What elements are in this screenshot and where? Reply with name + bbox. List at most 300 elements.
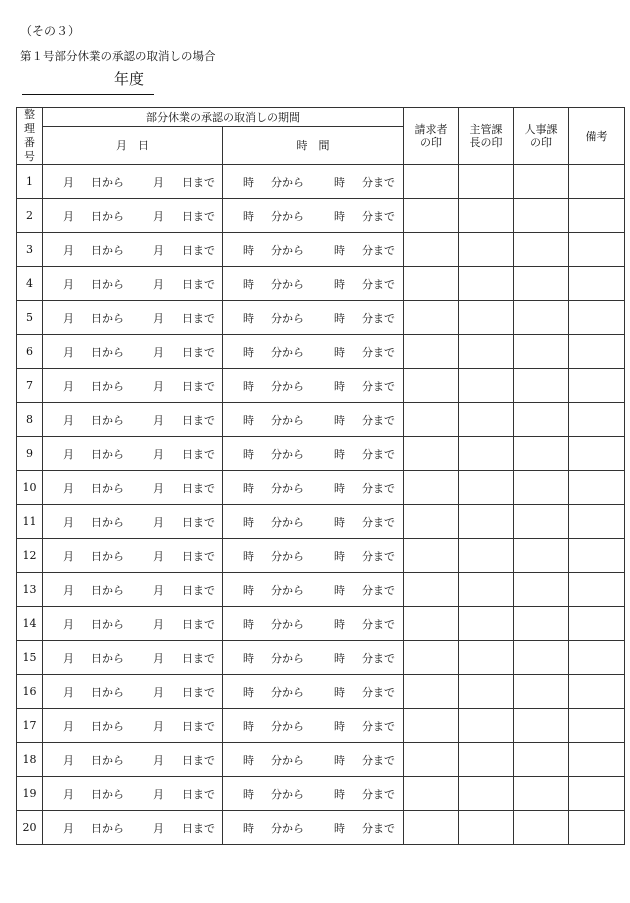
date-label-month2: 月: [153, 549, 164, 563]
fiscal-year-label: 年度: [114, 70, 145, 88]
row-number: 10: [17, 471, 43, 505]
time-label-hour1: 時: [243, 243, 254, 257]
date-label-from: 日から: [91, 617, 124, 631]
table-row: [17, 539, 625, 573]
manager-seal-cell[interactable]: [459, 675, 514, 709]
hr-seal-cell[interactable]: [514, 233, 569, 267]
date-range-cell[interactable]: [43, 233, 223, 267]
date-label-month1: 月: [63, 379, 74, 393]
date-label-month2: 月: [153, 481, 164, 495]
remarks-cell[interactable]: [569, 607, 625, 641]
hr-seal-cell[interactable]: [514, 573, 569, 607]
manager-seal-cell[interactable]: [459, 709, 514, 743]
date-label-month2: 月: [153, 685, 164, 699]
date-label-from: 日から: [91, 379, 124, 393]
time-label-hour2: 時: [334, 753, 345, 767]
date-label-from: 日から: [91, 311, 124, 325]
time-label-until: 分まで: [362, 379, 395, 393]
manager-seal-cell[interactable]: [459, 233, 514, 267]
time-label-hour1: 時: [243, 651, 254, 665]
hr-seal-cell[interactable]: [514, 743, 569, 777]
table-row: [17, 641, 625, 675]
time-label-from: 分から: [271, 243, 304, 257]
time-label-from: 分から: [271, 277, 304, 291]
requester-seal-cell[interactable]: [404, 777, 459, 811]
hr-seal-cell[interactable]: [514, 437, 569, 471]
manager-seal-cell[interactable]: [459, 743, 514, 777]
requester-seal-cell[interactable]: [404, 675, 459, 709]
hr-seal-cell[interactable]: [514, 199, 569, 233]
date-label-month1: 月: [63, 617, 74, 631]
date-label-month1: 月: [63, 787, 74, 801]
time-label-hour2: 時: [334, 685, 345, 699]
time-range-cell[interactable]: [223, 267, 404, 301]
remarks-cell[interactable]: [569, 233, 625, 267]
table-row: [17, 709, 625, 743]
time-range-cell[interactable]: [223, 471, 404, 505]
date-label-until: 日まで: [182, 583, 215, 597]
time-label-hour2: 時: [334, 821, 345, 835]
row-number: 20: [17, 811, 43, 845]
table-row: [17, 573, 625, 607]
date-range-cell[interactable]: [43, 437, 223, 471]
requester-seal-cell[interactable]: [404, 369, 459, 403]
requester-seal-cell[interactable]: [404, 641, 459, 675]
time-label-from: 分から: [271, 413, 304, 427]
hr-seal-cell[interactable]: [514, 301, 569, 335]
time-label-until: 分まで: [362, 447, 395, 461]
date-label-until: 日まで: [182, 651, 215, 665]
table-row: [17, 165, 625, 199]
date-label-from: 日から: [91, 549, 124, 563]
remarks-cell[interactable]: [569, 539, 625, 573]
date-range-cell[interactable]: [43, 369, 223, 403]
header-hr-text: 人事課の印: [524, 123, 558, 149]
time-range-cell[interactable]: [223, 165, 404, 199]
manager-seal-cell[interactable]: [459, 165, 514, 199]
requester-seal-cell[interactable]: [404, 335, 459, 369]
form-number: （その３）: [20, 24, 81, 38]
date-label-month2: 月: [153, 243, 164, 257]
time-label-hour2: 時: [334, 481, 345, 495]
date-label-month2: 月: [153, 617, 164, 631]
requester-seal-cell[interactable]: [404, 709, 459, 743]
time-label-from: 分から: [271, 719, 304, 733]
date-range-cell[interactable]: [43, 267, 223, 301]
date-range-cell[interactable]: [43, 471, 223, 505]
header-requester-text: 請求者の印: [414, 123, 448, 149]
table-row: [17, 233, 625, 267]
time-range-cell[interactable]: [223, 811, 404, 845]
row-number: 11: [17, 505, 43, 539]
remarks-cell[interactable]: [569, 437, 625, 471]
table-row: [17, 811, 625, 845]
hr-seal-cell[interactable]: [514, 539, 569, 573]
date-label-month2: 月: [153, 277, 164, 291]
time-range-cell[interactable]: [223, 199, 404, 233]
time-label-hour2: 時: [334, 277, 345, 291]
requester-seal-cell[interactable]: [404, 199, 459, 233]
time-label-from: 分から: [271, 515, 304, 529]
remarks-cell[interactable]: [569, 165, 625, 199]
manager-seal-cell[interactable]: [459, 267, 514, 301]
time-label-from: 分から: [271, 583, 304, 597]
time-label-hour2: 時: [334, 311, 345, 325]
manager-seal-cell[interactable]: [459, 301, 514, 335]
date-label-until: 日まで: [182, 821, 215, 835]
time-label-from: 分から: [271, 481, 304, 495]
date-label-until: 日まで: [182, 515, 215, 529]
time-label-from: 分から: [271, 345, 304, 359]
date-label-month1: 月: [63, 311, 74, 325]
time-range-cell[interactable]: [223, 233, 404, 267]
date-label-from: 日から: [91, 719, 124, 733]
row-number: 13: [17, 573, 43, 607]
table-row: [17, 777, 625, 811]
date-label-until: 日まで: [182, 345, 215, 359]
date-label-month1: 月: [63, 753, 74, 767]
requester-seal-cell[interactable]: [404, 573, 459, 607]
remarks-cell[interactable]: [569, 301, 625, 335]
time-label-from: 分から: [271, 209, 304, 223]
date-label-from: 日から: [91, 515, 124, 529]
header-hr: [514, 108, 569, 165]
time-label-hour1: 時: [243, 617, 254, 631]
row-number: 6: [17, 335, 43, 369]
date-label-month1: 月: [63, 719, 74, 733]
date-range-cell[interactable]: [43, 199, 223, 233]
date-label-month1: 月: [63, 481, 74, 495]
time-label-from: 分から: [271, 175, 304, 189]
date-label-month2: 月: [153, 447, 164, 461]
row-number: 1: [17, 165, 43, 199]
row-number: 2: [17, 199, 43, 233]
date-range-cell[interactable]: [43, 811, 223, 845]
hr-seal-cell[interactable]: [514, 811, 569, 845]
time-label-hour1: 時: [243, 583, 254, 597]
row-number: 8: [17, 403, 43, 437]
time-label-hour2: 時: [334, 209, 345, 223]
date-label-until: 日まで: [182, 379, 215, 393]
table-row: [17, 743, 625, 777]
row-number: 3: [17, 233, 43, 267]
header-manager: [459, 108, 514, 165]
date-range-cell[interactable]: [43, 675, 223, 709]
time-label-hour1: 時: [243, 549, 254, 563]
requester-seal-cell[interactable]: [404, 403, 459, 437]
date-range-cell[interactable]: [43, 539, 223, 573]
time-label-hour2: 時: [334, 175, 345, 189]
date-label-until: 日まで: [182, 447, 215, 461]
date-range-cell[interactable]: [43, 777, 223, 811]
time-label-until: 分まで: [362, 413, 395, 427]
date-label-from: 日から: [91, 277, 124, 291]
time-range-cell[interactable]: [223, 641, 404, 675]
manager-seal-cell[interactable]: [459, 573, 514, 607]
header-month-day: 月 日: [43, 126, 223, 164]
date-range-cell[interactable]: [43, 505, 223, 539]
time-range-cell[interactable]: [223, 777, 404, 811]
time-label-until: 分まで: [362, 311, 395, 325]
hr-seal-cell[interactable]: [514, 641, 569, 675]
time-label-until: 分まで: [362, 617, 395, 631]
manager-seal-cell[interactable]: [459, 369, 514, 403]
date-label-until: 日まで: [182, 685, 215, 699]
time-label-hour2: 時: [334, 583, 345, 597]
time-label-hour2: 時: [334, 617, 345, 631]
date-label-month1: 月: [63, 413, 74, 427]
time-label-hour1: 時: [243, 379, 254, 393]
row-number: 16: [17, 675, 43, 709]
date-label-from: 日から: [91, 413, 124, 427]
table-row: [17, 675, 625, 709]
requester-seal-cell[interactable]: [404, 471, 459, 505]
remarks-cell[interactable]: [569, 335, 625, 369]
hr-seal-cell[interactable]: [514, 675, 569, 709]
hr-seal-cell[interactable]: [514, 403, 569, 437]
time-label-until: 分まで: [362, 821, 395, 835]
requester-seal-cell[interactable]: [404, 743, 459, 777]
date-label-until: 日まで: [182, 787, 215, 801]
date-label-month1: 月: [63, 583, 74, 597]
time-label-hour1: 時: [243, 209, 254, 223]
date-label-month1: 月: [63, 651, 74, 665]
requester-seal-cell[interactable]: [404, 607, 459, 641]
time-label-hour1: 時: [243, 787, 254, 801]
remarks-cell[interactable]: [569, 743, 625, 777]
row-number: 18: [17, 743, 43, 777]
remarks-cell[interactable]: [569, 573, 625, 607]
date-label-month2: 月: [153, 583, 164, 597]
date-range-cell[interactable]: [43, 743, 223, 777]
date-label-from: 日から: [91, 345, 124, 359]
date-label-until: 日まで: [182, 753, 215, 767]
time-range-cell[interactable]: [223, 369, 404, 403]
time-label-hour1: 時: [243, 753, 254, 767]
date-range-cell[interactable]: [43, 165, 223, 199]
date-label-month2: 月: [153, 345, 164, 359]
time-label-hour2: 時: [334, 719, 345, 733]
date-label-month1: 月: [63, 209, 74, 223]
table-row: [17, 301, 625, 335]
time-label-hour1: 時: [243, 175, 254, 189]
manager-seal-cell[interactable]: [459, 199, 514, 233]
date-label-month2: 月: [153, 719, 164, 733]
date-range-cell[interactable]: [43, 641, 223, 675]
date-label-until: 日まで: [182, 719, 215, 733]
date-range-cell[interactable]: [43, 573, 223, 607]
time-label-until: 分まで: [362, 753, 395, 767]
header-remarks: 備考: [569, 108, 625, 165]
hr-seal-cell[interactable]: [514, 505, 569, 539]
row-number: 9: [17, 437, 43, 471]
manager-seal-cell[interactable]: [459, 505, 514, 539]
date-label-from: 日から: [91, 753, 124, 767]
header-number: [17, 108, 43, 165]
time-label-until: 分まで: [362, 243, 395, 257]
table-row: [17, 335, 625, 369]
date-label-until: 日まで: [182, 549, 215, 563]
date-label-month1: 月: [63, 277, 74, 291]
time-label-from: 分から: [271, 379, 304, 393]
time-label-from: 分から: [271, 447, 304, 461]
date-label-from: 日から: [91, 447, 124, 461]
date-label-month1: 月: [63, 549, 74, 563]
date-label-month1: 月: [63, 175, 74, 189]
date-label-month2: 月: [153, 651, 164, 665]
time-label-until: 分まで: [362, 549, 395, 563]
date-range-cell[interactable]: [43, 403, 223, 437]
hr-seal-cell[interactable]: [514, 607, 569, 641]
date-label-month2: 月: [153, 175, 164, 189]
remarks-cell[interactable]: [569, 777, 625, 811]
requester-seal-cell[interactable]: [404, 811, 459, 845]
time-range-cell[interactable]: [223, 335, 404, 369]
time-label-hour2: 時: [334, 549, 345, 563]
requester-seal-cell[interactable]: [404, 267, 459, 301]
date-label-until: 日まで: [182, 277, 215, 291]
table-row: [17, 199, 625, 233]
time-label-hour1: 時: [243, 277, 254, 291]
time-range-cell[interactable]: [223, 437, 404, 471]
manager-seal-cell[interactable]: [459, 403, 514, 437]
time-label-hour2: 時: [334, 515, 345, 529]
time-range-cell[interactable]: [223, 607, 404, 641]
hr-seal-cell[interactable]: [514, 369, 569, 403]
manager-seal-cell[interactable]: [459, 777, 514, 811]
date-label-month1: 月: [63, 243, 74, 257]
time-range-cell[interactable]: [223, 505, 404, 539]
manager-seal-cell[interactable]: [459, 437, 514, 471]
time-range-cell[interactable]: [223, 709, 404, 743]
time-label-until: 分まで: [362, 345, 395, 359]
manager-seal-cell[interactable]: [459, 641, 514, 675]
remarks-cell[interactable]: [569, 641, 625, 675]
time-label-from: 分から: [271, 311, 304, 325]
hr-seal-cell[interactable]: [514, 267, 569, 301]
date-label-month1: 月: [63, 345, 74, 359]
time-label-hour1: 時: [243, 447, 254, 461]
date-label-until: 日まで: [182, 243, 215, 257]
remarks-cell[interactable]: [569, 505, 625, 539]
date-label-month2: 月: [153, 413, 164, 427]
hr-seal-cell[interactable]: [514, 471, 569, 505]
time-label-hour2: 時: [334, 243, 345, 257]
table-row: [17, 403, 625, 437]
header-time: 時 間: [223, 126, 404, 164]
remarks-cell[interactable]: [569, 199, 625, 233]
date-label-month1: 月: [63, 821, 74, 835]
time-range-cell[interactable]: [223, 675, 404, 709]
manager-seal-cell[interactable]: [459, 471, 514, 505]
time-label-from: 分から: [271, 753, 304, 767]
remarks-cell[interactable]: [569, 267, 625, 301]
time-range-cell[interactable]: [223, 301, 404, 335]
time-label-hour1: 時: [243, 685, 254, 699]
time-label-until: 分まで: [362, 481, 395, 495]
remarks-cell[interactable]: [569, 709, 625, 743]
requester-seal-cell[interactable]: [404, 437, 459, 471]
manager-seal-cell[interactable]: [459, 607, 514, 641]
requester-seal-cell[interactable]: [404, 233, 459, 267]
time-label-hour2: 時: [334, 413, 345, 427]
row-number: 15: [17, 641, 43, 675]
time-label-hour1: 時: [243, 821, 254, 835]
requester-seal-cell[interactable]: [404, 301, 459, 335]
manager-seal-cell[interactable]: [459, 335, 514, 369]
date-label-from: 日から: [91, 175, 124, 189]
remarks-cell[interactable]: [569, 675, 625, 709]
time-label-until: 分まで: [362, 277, 395, 291]
date-range-cell[interactable]: [43, 335, 223, 369]
time-label-until: 分まで: [362, 175, 395, 189]
date-range-cell[interactable]: [43, 301, 223, 335]
requester-seal-cell[interactable]: [404, 505, 459, 539]
table-row: [17, 471, 625, 505]
hr-seal-cell[interactable]: [514, 777, 569, 811]
date-label-month1: 月: [63, 515, 74, 529]
time-label-until: 分まで: [362, 583, 395, 597]
table-row: [17, 267, 625, 301]
time-label-hour2: 時: [334, 787, 345, 801]
date-label-from: 日から: [91, 651, 124, 665]
remarks-cell[interactable]: [569, 811, 625, 845]
time-label-hour2: 時: [334, 379, 345, 393]
date-label-month2: 月: [153, 379, 164, 393]
date-label-from: 日から: [91, 685, 124, 699]
header-requester: [404, 108, 459, 165]
date-label-month2: 月: [153, 515, 164, 529]
requester-seal-cell[interactable]: [404, 539, 459, 573]
time-label-from: 分から: [271, 787, 304, 801]
time-label-hour2: 時: [334, 447, 345, 461]
table-row: [17, 437, 625, 471]
date-label-from: 日から: [91, 481, 124, 495]
time-label-hour1: 時: [243, 515, 254, 529]
row-number: 17: [17, 709, 43, 743]
time-range-cell[interactable]: [223, 573, 404, 607]
time-range-cell[interactable]: [223, 403, 404, 437]
time-label-until: 分まで: [362, 651, 395, 665]
time-label-hour1: 時: [243, 311, 254, 325]
remarks-cell[interactable]: [569, 471, 625, 505]
date-label-month2: 月: [153, 311, 164, 325]
requester-seal-cell[interactable]: [404, 165, 459, 199]
time-label-until: 分まで: [362, 787, 395, 801]
row-number: 5: [17, 301, 43, 335]
time-range-cell[interactable]: [223, 539, 404, 573]
remarks-cell[interactable]: [569, 403, 625, 437]
date-range-cell[interactable]: [43, 607, 223, 641]
date-range-cell[interactable]: [43, 709, 223, 743]
time-label-from: 分から: [271, 685, 304, 699]
date-label-from: 日から: [91, 583, 124, 597]
hr-seal-cell[interactable]: [514, 335, 569, 369]
time-range-cell[interactable]: [223, 743, 404, 777]
manager-seal-cell[interactable]: [459, 539, 514, 573]
date-label-month1: 月: [63, 447, 74, 461]
remarks-cell[interactable]: [569, 369, 625, 403]
manager-seal-cell[interactable]: [459, 811, 514, 845]
time-label-from: 分から: [271, 617, 304, 631]
header-period: 部分休業の承認の取消しの期間: [43, 108, 404, 127]
form-title: 第１号部分休業の承認の取消しの場合: [20, 49, 216, 63]
time-label-hour1: 時: [243, 413, 254, 427]
hr-seal-cell[interactable]: [514, 709, 569, 743]
fiscal-year-line: [22, 94, 154, 95]
row-number: 12: [17, 539, 43, 573]
hr-seal-cell[interactable]: [514, 165, 569, 199]
